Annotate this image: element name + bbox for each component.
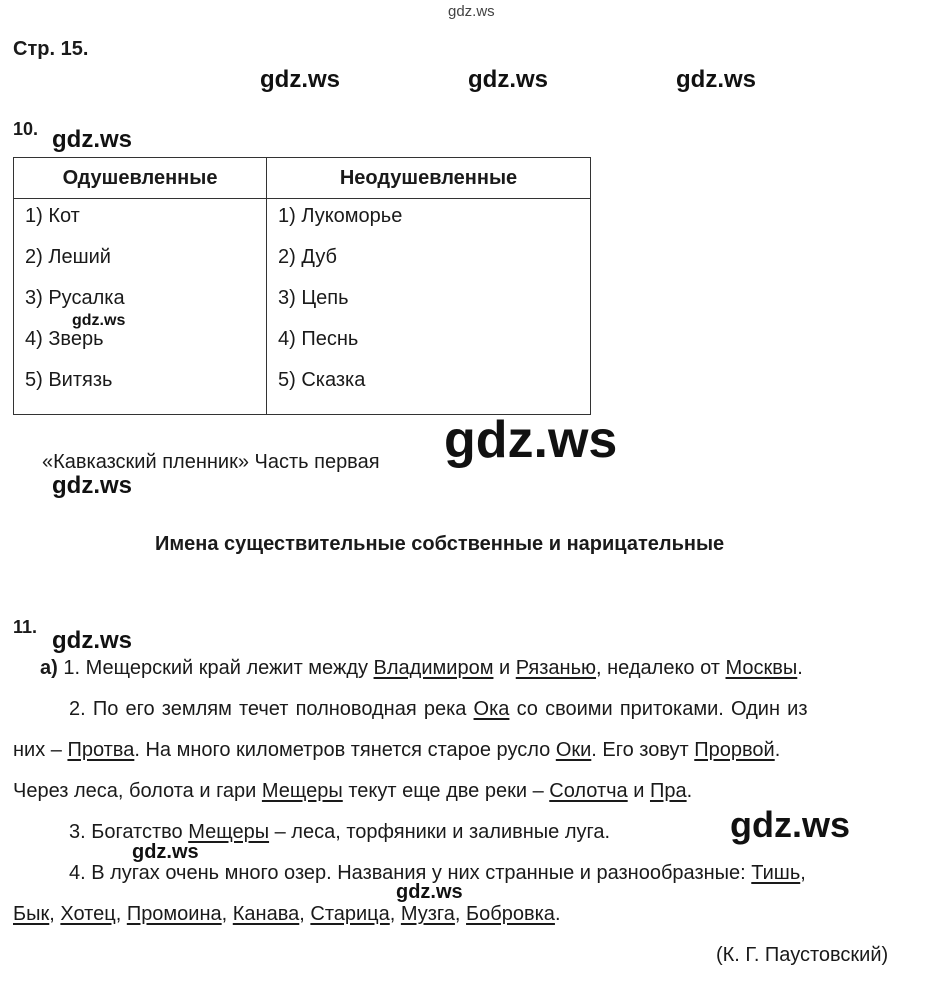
underlined-word: Прорвой bbox=[694, 739, 775, 761]
exercise-11-number: 11. bbox=[13, 617, 38, 637]
text-span: . bbox=[686, 780, 693, 802]
list-item: 5) Сказка bbox=[278, 369, 366, 391]
part-label: а) bbox=[40, 657, 58, 679]
text-span: , bbox=[49, 903, 61, 925]
inanimate-list bbox=[278, 199, 590, 414]
text-span: 3. Богатство bbox=[69, 821, 189, 843]
text-span: текут еще две реки – bbox=[342, 780, 550, 802]
watermark-below-caption: gdz.ws bbox=[52, 472, 133, 499]
text-span: них – bbox=[13, 739, 68, 761]
list-item: 4) Песнь bbox=[278, 328, 359, 350]
watermark-top: gdz.ws bbox=[448, 3, 495, 20]
text-span: , bbox=[454, 903, 467, 925]
page-reference: Стр. 15. bbox=[13, 38, 89, 60]
text-span: 4. В лугах очень много озер. Названия у них странные и разнообразные: bbox=[69, 862, 752, 884]
underlined-word: Старица bbox=[310, 903, 390, 925]
list-item: 3) Русалка bbox=[25, 287, 125, 309]
list-item: 1) Кот bbox=[25, 205, 80, 227]
watermark-mid-right: gdz.ws bbox=[730, 804, 851, 845]
animate-list bbox=[25, 199, 266, 414]
underlined-word: Бык bbox=[13, 903, 50, 925]
text-line-1 bbox=[40, 648, 803, 689]
underlined-word: Бобровка bbox=[466, 903, 555, 925]
underlined-word: Промоина bbox=[126, 903, 222, 925]
underlined-word: Москвы bbox=[725, 657, 798, 679]
underlined-word: Мещеры bbox=[188, 821, 270, 843]
underlined-word: Протва bbox=[67, 739, 135, 761]
text-span: . Его зовут bbox=[591, 739, 695, 761]
header-inanimate: Неодушевленные bbox=[267, 158, 591, 199]
text-line-4 bbox=[13, 771, 692, 812]
text-span: , bbox=[115, 903, 127, 925]
list-item: 1) Лукоморье bbox=[278, 205, 403, 227]
underlined-word: Пра bbox=[649, 780, 687, 802]
underlined-word: Рязанью bbox=[515, 657, 597, 679]
text-span: . bbox=[797, 657, 803, 679]
author-attribution: (К. Г. Паустовский) bbox=[716, 944, 889, 966]
watermark-bottom-left: gdz.ws bbox=[132, 841, 199, 863]
watermark-ex10: gdz.ws bbox=[52, 126, 133, 153]
text-line-7 bbox=[13, 894, 561, 935]
underlined-word: Оки bbox=[555, 739, 592, 761]
text-span: со своими притоками. Один из bbox=[509, 698, 808, 720]
underlined-word: Канава bbox=[232, 903, 300, 925]
text-span: 1. Мещерский край лежит между bbox=[63, 657, 374, 679]
list-item: 3) Цепь bbox=[278, 287, 349, 309]
inanimate-column bbox=[267, 199, 591, 415]
text-span: , недалеко от bbox=[596, 657, 726, 679]
text-span: , bbox=[221, 903, 233, 925]
list-item: 2) Дуб bbox=[278, 246, 338, 268]
exercise-10-number: 10. bbox=[13, 119, 39, 139]
watermark-bottom-center: gdz.ws bbox=[396, 881, 463, 903]
text-span: 2. По его землям течет полноводная река bbox=[69, 698, 474, 720]
text-span: , bbox=[299, 903, 311, 925]
underlined-word: Мещеры bbox=[261, 780, 343, 802]
text-span: Через леса, болота и гари bbox=[13, 780, 262, 802]
text-span: . bbox=[554, 903, 561, 925]
section-title: Имена существительные собственные и нарицательные bbox=[155, 533, 725, 555]
text-span: и bbox=[627, 780, 650, 802]
text-span: , bbox=[389, 903, 401, 925]
text-span: , bbox=[800, 862, 806, 884]
underlined-word: Ока bbox=[473, 698, 510, 720]
text-span: . bbox=[774, 739, 781, 761]
watermark-in-table: gdz.ws bbox=[72, 312, 126, 329]
watermark-large: gdz.ws bbox=[444, 411, 618, 469]
list-item: 2) Леший bbox=[25, 246, 111, 268]
underlined-word: Музга bbox=[400, 903, 455, 925]
underlined-word: Владимиром bbox=[373, 657, 494, 679]
text-line-3 bbox=[13, 730, 780, 771]
list-item: 5) Витязь bbox=[25, 369, 113, 391]
watermark-row1-1: gdz.ws bbox=[260, 66, 341, 93]
text-span: – леса, торфяники и заливные луга. bbox=[269, 821, 611, 843]
text-span: . На много километров тянется старое русло bbox=[134, 739, 556, 761]
animacy-table bbox=[13, 157, 591, 415]
watermark-ex11: gdz.ws bbox=[52, 627, 133, 654]
underlined-word: Солотча bbox=[549, 780, 628, 802]
text-line-2 bbox=[69, 689, 808, 730]
source-caption: «Кавказский пленник» Часть первая bbox=[42, 451, 380, 473]
underlined-word: Хотец bbox=[60, 903, 116, 925]
underlined-word: Тишь bbox=[751, 862, 801, 884]
animate-column bbox=[14, 199, 267, 415]
list-item: 4) Зверь bbox=[25, 328, 104, 350]
watermark-row1-2: gdz.ws bbox=[468, 66, 549, 93]
text-span: и bbox=[493, 657, 516, 679]
watermark-row1-3: gdz.ws bbox=[676, 66, 757, 93]
header-animate: Одушевленные bbox=[14, 158, 267, 199]
